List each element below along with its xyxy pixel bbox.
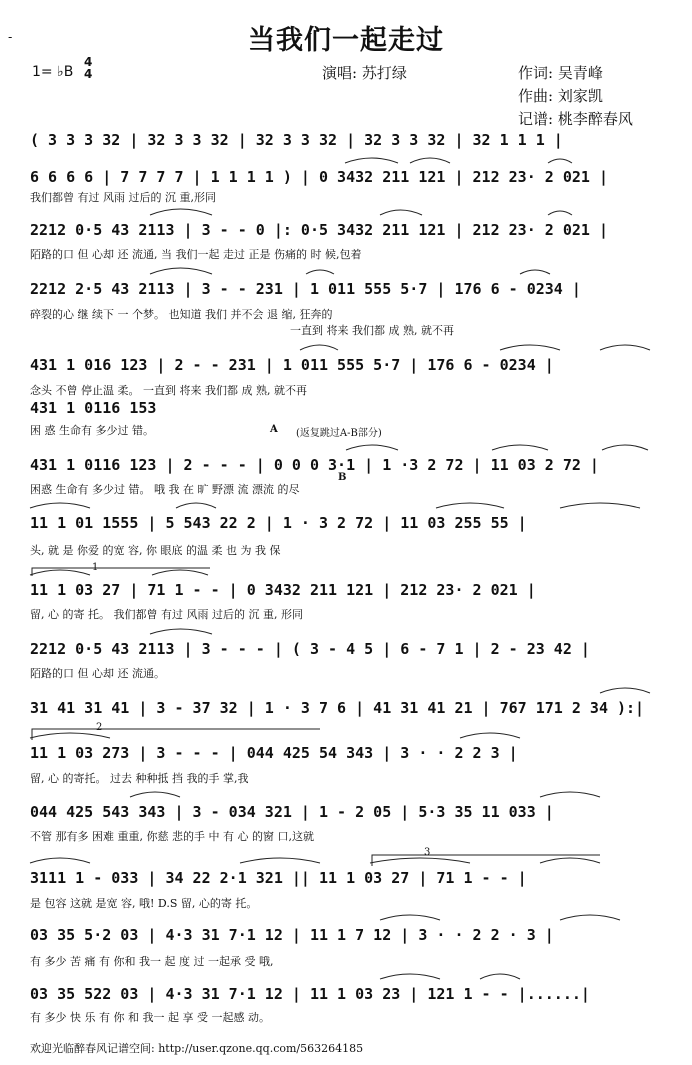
slur [176, 503, 216, 508]
slur [130, 792, 180, 797]
score-line-15: 03 35 522 03 | 4·3 31 7·1 12 | 11 1 03 23 | 121 1 - - |......| [30, 985, 590, 1003]
key-signature: 1= ♭B [32, 64, 74, 80]
slur [150, 209, 212, 215]
lyric-line-11: 留, 心 的寄托。 过去 种种抵 挡 我的手 掌,我 [30, 772, 249, 785]
score-line-5: 431 1 016 123 | 2 - - 231 | 1 011 555 5·7 | 176 6 - 0234 | [30, 356, 554, 374]
score-line-13: 3111 1 - 033 | 34 22 2·1 321 || 11 1 03 27 | 71 1 - - | [30, 869, 527, 887]
lyric-line-12: 不管 那有多 困难 重重, 你慈 悲的手 中 有 心 的窗 口,这就 [30, 830, 314, 843]
lyric-line-13: 是 包容 这就 是宽 容, 哦! D.S 留, 心的寄 托。 [30, 897, 258, 910]
second-ending-bracket [32, 729, 320, 740]
score-line-5b: 431 1 0116 153 [30, 399, 157, 417]
slur [370, 858, 470, 863]
score-line-1: ( 3 3 3 32 | 32 3 3 32 | 32 3 3 32 | 32 3 3 32 | 32 1 1 1 | [30, 131, 563, 149]
corner-mark: - [8, 30, 13, 44]
song-title: 当我们一起走过 [248, 25, 444, 56]
slur [460, 733, 520, 738]
first-ending-bracket [32, 568, 210, 576]
repeat-skip-note: (返复跳过A-B部分) [296, 428, 382, 439]
slur [540, 792, 600, 797]
slur [380, 974, 440, 979]
third-ending-bracket [372, 855, 600, 866]
lyric-line-2: 我们都曾 有过 风雨 过后的 沉 重,形同 [30, 191, 216, 204]
lyric-line-4b: 一直到 将来 我们都 成 熟, 就不再 [290, 324, 454, 337]
transcriber-credit: 记谱: 桃李醉春风 [518, 110, 633, 128]
score-line-4: 2212 2·5 43 2113 | 3 - - 231 | 1 011 555 5·7 | 176 6 - 0234 | [30, 280, 581, 298]
slur [152, 570, 208, 575]
lyric-line-8: 留, 心 的寄 托。 我们都曾 有过 风雨 过后的 沉 重, 形同 [30, 608, 303, 621]
slur [600, 345, 650, 350]
slur [346, 445, 398, 450]
slur [380, 210, 422, 215]
slur [345, 158, 398, 163]
lyric-line-4a: 碎裂的心 继 续下 一 个梦。 也知道 我们 并不会 退 缩, 狂奔的 [30, 308, 333, 321]
segno-label-b: B [338, 472, 347, 483]
slur [492, 445, 548, 450]
slur [410, 158, 450, 163]
slur [540, 858, 600, 863]
second-ending-label: 2 [96, 722, 103, 733]
slur [602, 445, 648, 450]
slur [306, 270, 334, 274]
slur [30, 858, 90, 863]
slur [150, 629, 212, 634]
slur [548, 159, 572, 163]
score-line-2: 6 6 6 6 | 7 7 7 7 | 1 1 1 1 ) | 0 3432 211 121 | 212 23· 2 021 | [30, 168, 608, 186]
slur [548, 211, 572, 215]
slur [30, 570, 90, 575]
slur [500, 345, 560, 350]
lyric-line-14: 有 多少 苦 痛 有 你和 我一 起 度 过 一起承 受 哦, [30, 955, 274, 968]
score-line-9: 2212 0·5 43 2113 | 3 - - - | ( 3 - 4 5 | 6 - 7 1 | 2 - 23 42 | [30, 640, 590, 658]
slur [380, 915, 440, 920]
slur [300, 345, 338, 350]
lyricist-credit: 作词: 吴青峰 [518, 64, 603, 82]
segno-label-a: A [270, 424, 278, 435]
score-line-8: 11 1 03 27 | 71 1 - - | 0 3432 211 121 | 212 23· 2 021 | [30, 581, 536, 599]
lyric-line-7: 头, 就 是 你爱 的宽 容, 你 眼底 的温 柔 也 为 我 保 [30, 544, 281, 557]
slur [600, 688, 650, 693]
slur [240, 858, 320, 863]
slur [560, 503, 640, 508]
score-line-14: 03 35 5·2 03 | 4·3 31 7·1 12 | 11 1 7 12 | 3 · · 2 2 · 3 | [30, 926, 554, 944]
score-line-12: 044 425 543 343 | 3 - 034 321 | 1 - 2 05 | 5·3 35 11 033 | [30, 803, 554, 821]
lyric-line-6: 困惑 生命有 多少过 错。 哦 我 在 旷 野漂 流 漂流 的尽 [30, 483, 300, 496]
slur [520, 270, 550, 274]
lyric-line-5b: 困 惑 生命有 多少过 错。 [30, 424, 154, 437]
time-sig-bottom: 4 [84, 67, 93, 81]
singer-credit: 演唱: 苏打绿 [322, 64, 407, 82]
lyric-line-5a: 念头 不曾 停止温 柔。 一直到 将来 我们都 成 熟, 就不再 [30, 384, 307, 397]
score-line-11: 11 1 03 273 | 3 - - - | 044 425 54 343 | 3 · · 2 2 3 | [30, 744, 518, 762]
time-sig-top: 4 [84, 55, 93, 69]
slur [30, 503, 90, 508]
lyric-line-3: 陌路的口 但 心却 还 流通, 当 我们一起 走过 正是 伤痛的 时 候,包着 [30, 248, 362, 261]
score-line-7: 11 1 01 1555 | 5 543 22 2 | 1 · 3 2 72 | 11 03 255 55 | [30, 514, 527, 532]
composer-credit: 作曲: 刘家凯 [518, 87, 603, 105]
lyric-line-9: 陌路的口 但 心却 还 流通。 [30, 667, 165, 680]
lyric-line-15: 有 多少 快 乐 有 你 和 我一 起 享 受 一起感 动。 [30, 1011, 270, 1024]
slur [436, 503, 504, 508]
slur [560, 915, 620, 920]
slur [150, 268, 212, 274]
score-line-10: 31 41 31 41 | 3 - 37 32 | 1 · 3 7 6 | 41 31 41 21 | 767 171 2 34 ):| [30, 699, 645, 717]
third-ending-label: 3 [424, 847, 431, 858]
score-line-6: 431 1 0116 123 | 2 - - - | 0 0 0 3·1 | 1 ·3 2 72 | 11 03 2 72 | [30, 456, 599, 474]
slur [30, 733, 110, 738]
score-line-3: 2212 0·5 43 2113 | 3 - - 0 |: 0·5 3432 211 121 | 212 23· 2 021 | [30, 221, 608, 239]
slur [480, 974, 520, 979]
first-ending-label: 1 [92, 562, 99, 573]
footer-link-text: 欢迎光临醉春风记谱空间: http://user.qzone.qq.com/563264185 [30, 1042, 364, 1055]
